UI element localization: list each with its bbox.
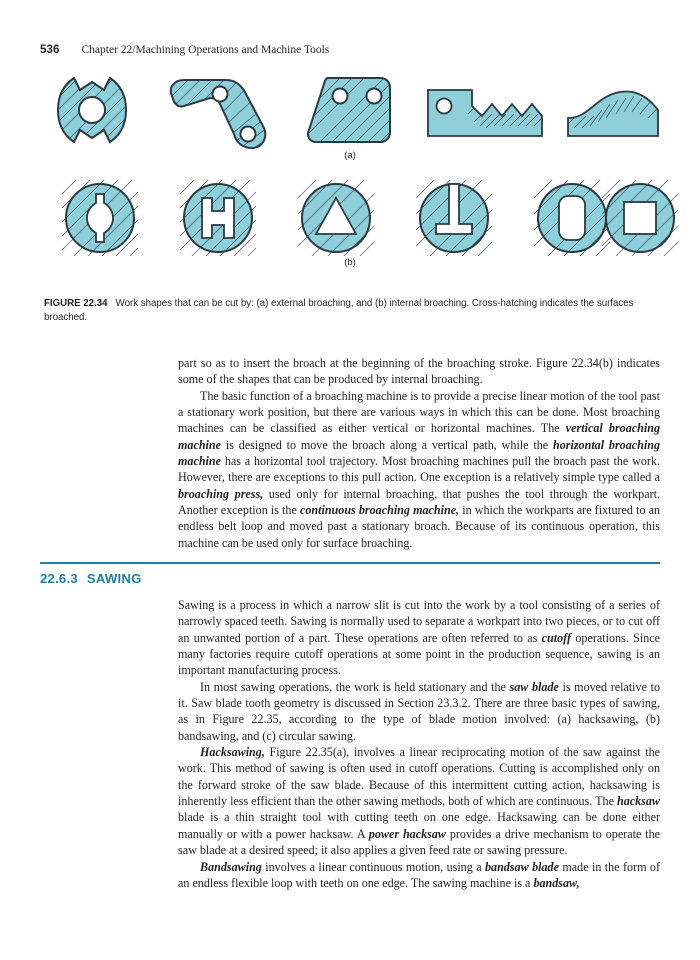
shape-round-hole-with-two-side-slots — [180, 180, 256, 256]
figure-caption-label: FIGURE 22.34 — [44, 298, 108, 309]
figure-row-external-broaching — [40, 72, 660, 164]
shape-trapezoid-plate-with-two-holes — [302, 74, 396, 150]
section-divider-rule — [40, 562, 660, 564]
term-bandsaw: bandsaw, — [533, 875, 580, 890]
text-run: is designed to move the broach along a vertical path, while the — [221, 437, 553, 452]
shape-stepped-bar-with-sawtooth-rack — [424, 86, 548, 142]
paragraph-broach-insert: part so as to insert the broach at the beginning of the broaching stroke. Figure 22.34(b) indicates some of the shapes that can be produced by internal broaching. — [178, 356, 660, 387]
body-text-sawing — [178, 597, 660, 891]
text-run: blade is a thin straight tool with cutting teeth on one edge. Hacksawing can be done either manually or with a power hacksaw. A — [178, 810, 660, 841]
term-bandsaw-blade: bandsaw blade — [484, 859, 559, 874]
text-run: provides a drive mechanism to operate the saw blade at a desired speed; it also applies a given feed rate or sawing pressure. — [178, 826, 661, 858]
term-broaching-press: broaching press, — [178, 486, 264, 501]
shape-triangular-hole — [298, 180, 374, 256]
text-run: Sawing is a process in which a narrow slit is cut into the work by a tool consisting of a series of narrowly spaced teeth. Sawing is normally used to separate a workpart into two pieces, or to cut off an unwanted portion of a part. These operations are often referred to as — [178, 598, 660, 645]
text-run: used only for internal broaching, that pushes the tool through the workpart. Another exception is the — [178, 486, 661, 518]
text-run: In most sawing operations, the work is held stationary and the — [200, 679, 510, 694]
text-run: has a horizontal tool trajectory. Most broaching machines pull the broach past the work. However, there are exceptions to this pull action. One exception is a relatively simple type called a — [178, 454, 660, 485]
section-number: 22.6.3 — [40, 571, 78, 586]
chapter-title: Chapter 22/Machining Operations and Machine Tools — [81, 44, 330, 56]
term-continuous-broaching-machine: continuous broaching machine, — [299, 503, 460, 518]
term-hacksaw: hacksaw — [616, 794, 660, 809]
term-hacksawing: Hacksawing, — [200, 745, 265, 760]
term-horizontal-broaching-machine: horizontal broaching machine — [178, 437, 661, 469]
section-heading-sawing — [40, 571, 142, 586]
page-number: 536 — [40, 44, 60, 56]
paragraph-hacksawing — [178, 744, 660, 858]
running-head — [40, 44, 660, 60]
section-title: SAWING — [86, 571, 142, 586]
figure-caption — [44, 297, 658, 325]
text-run: involves a linear continuous motion, using a — [261, 859, 485, 874]
text-run: in which the workparts are fixtured to an endless belt loop and moved past a stationary broach. Because of its continuous operation, this machine can be used only for surface broaching. — [178, 503, 661, 550]
shape-bent-lever-arm-with-two-holes — [164, 76, 274, 154]
paragraph-saw-blade-types — [178, 679, 660, 744]
shape-notched-disc-with-center-hole — [54, 72, 130, 148]
paragraph-bandsawing — [178, 859, 660, 892]
shape-curved-cam-profile-block — [564, 88, 666, 142]
term-saw-blade: saw blade — [509, 679, 559, 694]
shape-tee-slot-hole — [416, 180, 492, 256]
figure-row-internal-broaching — [40, 180, 660, 268]
figure-sublabel-a: (a) — [344, 150, 356, 161]
text-run: Figure 22.35(a), involves a linear reciprocating motion of the saw against the work. This method of sawing is often used in cutoff operations. Cutting is accomplished only on the forward stroke of the saw blade. Because of this intermittent cutting action, hacksawing is inherently less efficient than the other sawing methods, both of which are continuous. The — [178, 745, 660, 809]
shape-square-hole — [602, 180, 678, 256]
paragraph-sawing-definition — [178, 597, 660, 679]
figure-22-34 — [40, 72, 660, 268]
term-vertical-broaching-machine: vertical broaching machine — [178, 421, 660, 452]
body-text-broaching — [178, 355, 660, 551]
term-cutoff: cutoff — [541, 630, 572, 645]
paragraph-broaching-machine-function — [178, 388, 660, 551]
term-power-hacksaw: power hacksaw — [368, 826, 446, 841]
term-bandsawing: Bandsawing — [200, 859, 262, 874]
text-run: made in the form of an endless flexible loop with teeth on one edge. The sawing machine is a — [178, 859, 660, 890]
figure-sublabel-b: (b) — [344, 257, 356, 268]
shape-rounded-rectangle-hole — [534, 180, 610, 256]
text-run: operations. Since many factories require cutoff operations at some point in the production sequence, sawing is an important manufacturing process. — [178, 630, 660, 678]
text-run: is moved relative to it. Saw blade tooth geometry is discussed in Section 23.3.2. There are three basic types of sawing, as in Figure 22.35, according to the type of blade motion involved: (a) hacksawing, (b) bandsawing, and (c) circular sawing. — [178, 679, 660, 743]
text-run: The basic function of a broaching machine is to provide a precise linear motion of the tool past a stationary work position, but there are various ways in which this can be done. Most broaching machines can be classified as either vertical or horizontal machines. The — [178, 388, 660, 436]
figure-caption-text: Work shapes that can be cut by: (a) external broaching, and (b) internal broaching. Cross-hatching indicates the surfaces broached. — [44, 298, 634, 324]
shape-round-hole-with-two-keyways — [62, 180, 138, 256]
